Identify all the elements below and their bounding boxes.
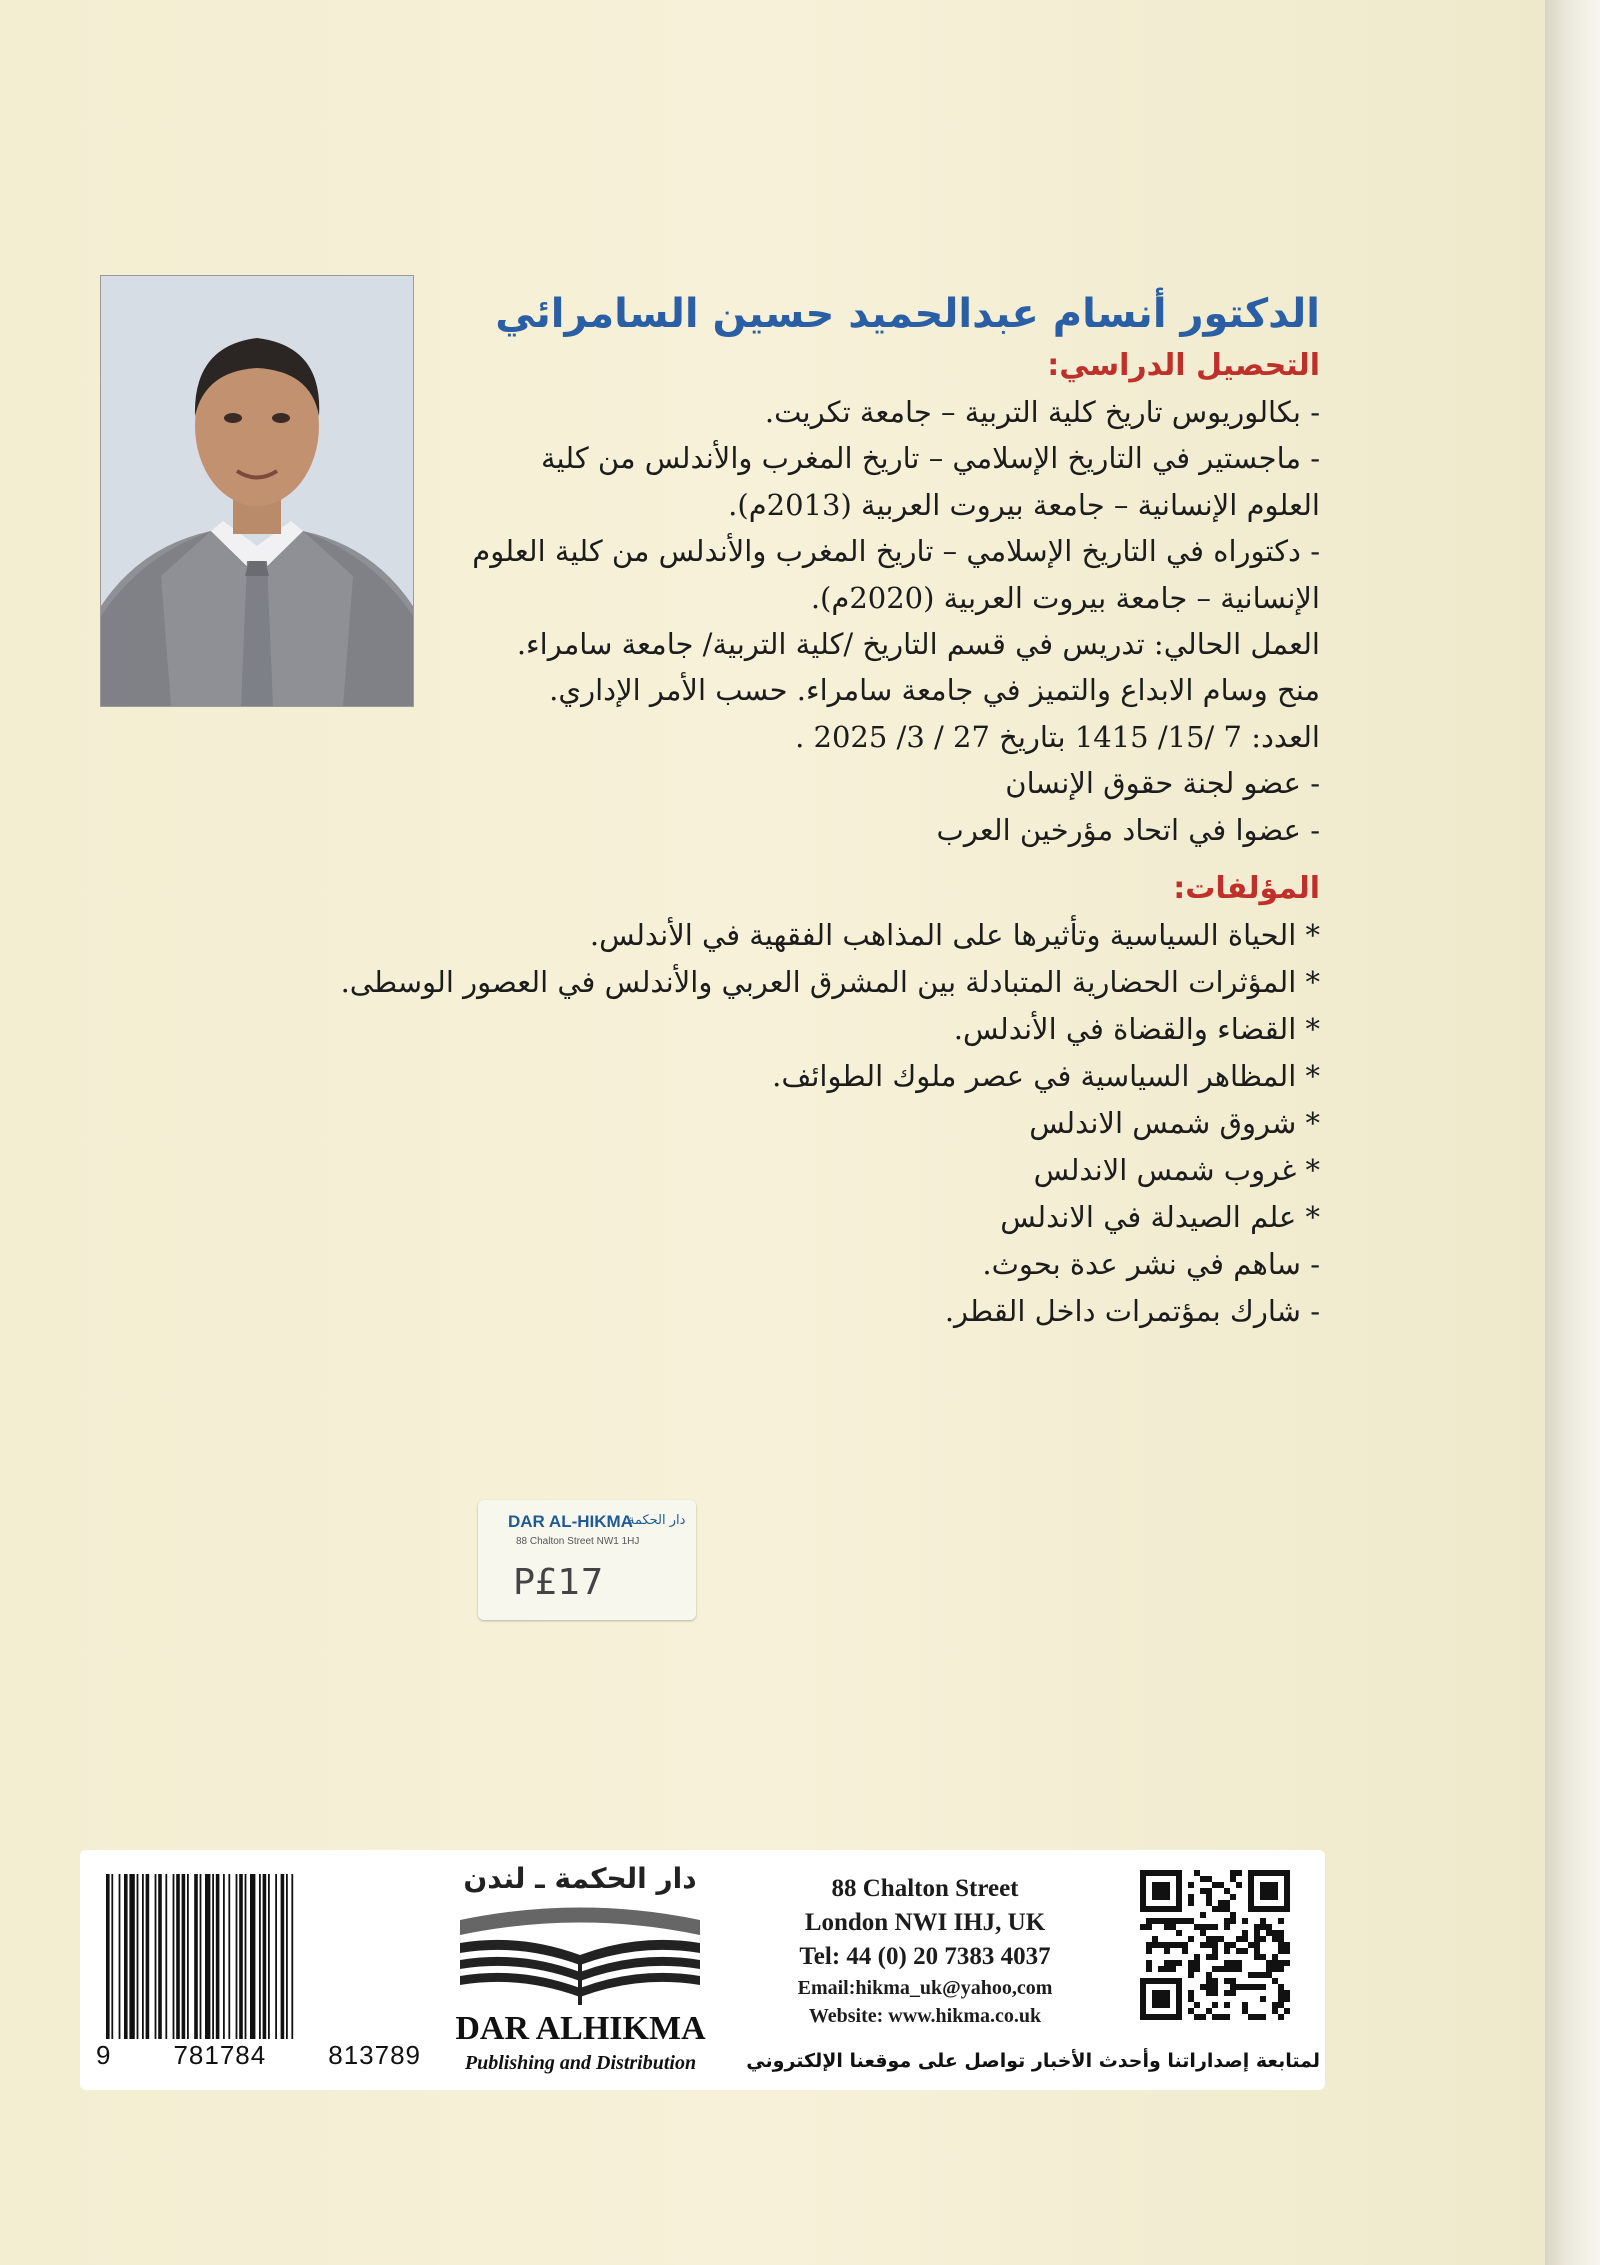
qr-module [1188, 1936, 1194, 1942]
qr-module [1146, 1918, 1152, 1924]
qr-module [1266, 1972, 1272, 1978]
membership-line: - عضو لجنة حقوق الإنسان [1005, 766, 1320, 801]
qr-module [1224, 1888, 1230, 1894]
qr-module [1206, 1924, 1212, 1930]
qr-module [1266, 1930, 1272, 1936]
isbn-group-1: 781784 [173, 2040, 267, 2070]
qr-module [1284, 1990, 1290, 1996]
qr-module [1152, 1918, 1158, 1924]
qr-module [1212, 1954, 1218, 1960]
qr-module [1224, 1900, 1230, 1906]
qr-module [1236, 1960, 1242, 1966]
qr-module [1212, 1906, 1218, 1912]
works-heading: المؤلفات: [1173, 870, 1320, 906]
qr-module [1242, 1984, 1248, 1990]
qr-module [1272, 1966, 1278, 1972]
qr-module [1212, 1984, 1218, 1990]
qr-module [1194, 2014, 1200, 2020]
barcode-bar [173, 1874, 175, 2039]
qr-module [1278, 1918, 1284, 1924]
qr-module [1272, 1978, 1278, 1984]
qr-module [1218, 1966, 1224, 1972]
qr-module [1158, 1918, 1164, 1924]
membership-line: - عضوا في اتحاد مؤرخين العرب [936, 812, 1320, 847]
barcode-bar [281, 1874, 285, 2039]
qr-module [1254, 2014, 1260, 2020]
barcode-bar [275, 1874, 277, 2039]
isbn-number [96, 2040, 421, 2071]
qr-module [1278, 1996, 1284, 2002]
qr-module [1200, 1876, 1206, 1882]
qr-module [1248, 1972, 1254, 1978]
qr-module [1230, 1918, 1236, 1924]
education-list [310, 389, 1320, 853]
qr-module [1236, 1870, 1242, 1876]
qr-module [1218, 1906, 1224, 1912]
current-job-line: العمل الحالي: تدريس في قسم التاريخ /كلية التربية/ جامعة سامراء. [516, 626, 1320, 661]
qr-module [1170, 1924, 1176, 1930]
qr-module [1212, 2002, 1218, 2008]
qr-module [1206, 1978, 1212, 1984]
qr-module [1176, 1960, 1182, 1966]
qr-module [1284, 1942, 1290, 1948]
qr-module [1278, 1990, 1284, 1996]
barcode-bar [216, 1874, 220, 2039]
qr-module [1170, 1942, 1176, 1948]
qr-module [1212, 1966, 1218, 1972]
qr-module [1212, 1882, 1218, 1888]
qr-module [1224, 1942, 1230, 1948]
qr-module [1224, 1990, 1230, 1996]
qr-module [1188, 1960, 1194, 1966]
qr-module [1278, 1960, 1284, 1966]
work-item: * المؤثرات الحضارية المتبادلة بين المشرق العربي والأندلس في العصور الوسطى. [340, 964, 1320, 999]
qr-module [1224, 2014, 1230, 2020]
qr-module [1194, 1954, 1200, 1960]
qr-module [1260, 1924, 1266, 1930]
qr-module [1230, 1960, 1236, 1966]
qr-module [1146, 1942, 1152, 1948]
qr-module [1218, 1936, 1224, 1942]
qr-module [1230, 1966, 1236, 1972]
qr-module [1164, 1942, 1170, 1948]
qr-module [1236, 1882, 1242, 1888]
qr-module [1200, 2014, 1206, 2020]
barcode-bar [146, 1874, 150, 2039]
qr-module [1260, 1996, 1266, 2002]
qr-module [1272, 1936, 1278, 1942]
qr-module [1272, 1960, 1278, 1966]
qr-module [1206, 1936, 1212, 1942]
qr-module [1146, 1948, 1152, 1954]
qr-module [1248, 2014, 1254, 2020]
award-number-line: العدد: 7 /15/ 1415 بتاريخ 27 / 3/ 2025 . [795, 719, 1320, 754]
qr-module [1152, 1942, 1158, 1948]
qr-module [1230, 1984, 1236, 1990]
qr-module [1224, 1906, 1230, 1912]
sticker-address: 88 Chalton Street NW1 1HJ [516, 1536, 640, 1547]
barcode-bar [187, 1874, 189, 2039]
follow-note: لمتابعة إصداراتنا وأحدث الأخبار تواصل على موقعنا الإلكتروني [746, 2050, 1320, 2072]
qr-module [1254, 1936, 1260, 1942]
qr-module [1188, 1972, 1194, 1978]
qr-module [1182, 1918, 1188, 1924]
qr-module [1206, 1984, 1212, 1990]
qr-module [1200, 1912, 1206, 1918]
qr-module [1224, 1978, 1230, 1984]
qr-module [1278, 1942, 1284, 1948]
qr-module [1224, 1918, 1230, 1924]
qr-module [1164, 1966, 1170, 1972]
barcode-bar [137, 1874, 139, 2039]
sticker-brand: DAR AL-HIKMA [508, 1512, 633, 1531]
isbn-group-2: 813789 [328, 2040, 421, 2070]
qr-module [1206, 1990, 1212, 1996]
barcode-bar [155, 1874, 157, 2039]
barcode-bar [239, 1874, 243, 2039]
qr-module [1212, 2014, 1218, 2020]
address-line-1: 88 Chalton Street [831, 1875, 1019, 1902]
qr-module [1218, 1882, 1224, 1888]
qr-module [1206, 1876, 1212, 1882]
qr-module [1170, 1918, 1176, 1924]
work-item: * القضاء والقضاة في الأندلس. [953, 1011, 1320, 1046]
qr-module [1194, 1960, 1200, 1966]
qr-module [1230, 1912, 1236, 1918]
work-item: * غروب شمس الاندلس [1033, 1152, 1320, 1187]
qr-module [1272, 1954, 1278, 1960]
barcode-bar [212, 1874, 214, 2039]
qr-module [1206, 2008, 1212, 2014]
qr-module [1152, 1990, 1170, 2008]
barcode-bar [158, 1874, 162, 2039]
email: Email:hikma_uk@yahoo,com [797, 1977, 1053, 1999]
qr-module [1260, 1984, 1266, 1990]
qr-module [1254, 1942, 1260, 1948]
qr-module [1224, 1966, 1230, 1972]
publisher-contact [740, 1872, 1110, 2030]
qr-module [1224, 1948, 1230, 1954]
qr-module [1260, 1954, 1266, 1960]
barcode-bar [111, 1874, 113, 2039]
qr-module [1176, 1942, 1182, 1948]
qr-module [1254, 1954, 1260, 1960]
qr-module [1164, 1918, 1170, 1924]
author-name: الدكتور أنسام عبدالحميد حسين السامرائي [495, 291, 1320, 337]
qr-module [1200, 1930, 1206, 1936]
qr-module [1278, 1930, 1284, 1936]
isbn-barcode [100, 1870, 415, 2045]
barcode-bar [124, 1874, 128, 2039]
qr-module [1206, 1894, 1212, 1900]
qr-module [1188, 1996, 1194, 2002]
qr-module [1254, 1948, 1260, 1954]
qr-module [1224, 2002, 1230, 2008]
qr-module [1248, 1984, 1254, 1990]
sticker-brand-ar: دار الحكمة [628, 1513, 686, 1528]
qr-module [1230, 1894, 1236, 1900]
barcode-bar [250, 1874, 255, 2039]
qr-module [1254, 1984, 1260, 1990]
barcode-bar [176, 1874, 180, 2039]
education-line: - ماجستير في التاريخ الإسلامي – تاريخ المغرب والأندلس من كلية [540, 441, 1320, 476]
isbn-prefix: 9 [96, 2040, 112, 2070]
barcode-bar [268, 1874, 270, 2039]
qr-module [1212, 1978, 1218, 1984]
qr-module [1188, 1918, 1194, 1924]
qr-module [1206, 1954, 1212, 1960]
education-line: - بكالوريوس تاريخ كلية التربية – جامعة تكريت. [764, 395, 1320, 429]
qr-module [1200, 1984, 1206, 1990]
website: Website: www.hikma.co.uk [808, 2005, 1042, 2027]
qr-module [1188, 2008, 1194, 2014]
qr-module [1188, 1966, 1194, 1972]
qr-module [1224, 1960, 1230, 1966]
qr-module [1182, 1948, 1188, 1954]
barcode-bar [194, 1874, 198, 2039]
qr-module [1230, 1990, 1236, 1996]
work-item: * الحياة السياسية وتأثيرها على المذاهب الفقهية في الأندلس. [589, 917, 1320, 952]
qr-module [1230, 1876, 1236, 1882]
qr-module [1284, 1948, 1290, 1954]
qr-module [1158, 1942, 1164, 1948]
qr-module [1176, 1918, 1182, 1924]
barcode-bar [182, 1874, 186, 2039]
qr-module [1242, 1918, 1248, 1924]
telephone: Tel: 44 (0) 20 7383 4037 [799, 1943, 1051, 1970]
work-item: - ساهم في نشر عدة بحوث. [982, 1246, 1320, 1281]
qr-module [1284, 1996, 1290, 2002]
qr-module [1164, 1948, 1170, 1954]
qr-module [1266, 1960, 1272, 1966]
barcode-bar [106, 1874, 110, 2039]
qr-module [1242, 2008, 1248, 2014]
barcode-bar [205, 1874, 210, 2039]
address-line-2: London NWI IHJ, UK [804, 1909, 1046, 1936]
qr-module [1206, 1972, 1212, 1978]
qr-module [1194, 1870, 1200, 1876]
qr-module [1284, 2008, 1290, 2014]
qr-module [1188, 1882, 1194, 1888]
qr-module [1272, 2002, 1278, 2008]
qr-module [1260, 2014, 1266, 2020]
qr-module [1212, 1924, 1218, 1930]
qr-module [1212, 1942, 1218, 1948]
qr-module [1272, 1930, 1278, 1936]
qr-module [1242, 1930, 1248, 1936]
qr-module [1152, 1936, 1158, 1942]
publisher-name-en: DAR ALHIKMA [455, 2010, 706, 2047]
qr-module [1152, 1882, 1170, 1900]
barcode-bar [286, 1874, 288, 2039]
qr-module [1236, 1984, 1242, 1990]
barcode-bar [259, 1874, 261, 2039]
publisher-name-ar: دار الحكمة ـ لندن [463, 1862, 697, 1895]
qr-module [1164, 1960, 1170, 1966]
qr-module [1170, 1966, 1176, 1972]
qr-module [1188, 1894, 1194, 1900]
qr-module [1194, 1924, 1200, 1930]
qr-module [1236, 1948, 1242, 1954]
qr-module [1278, 1966, 1284, 1972]
qr-module [1140, 1924, 1146, 1930]
barcode-bar [245, 1874, 247, 2039]
price-sticker [478, 1500, 696, 1620]
qr-module [1212, 1990, 1218, 1996]
barcode-bar [223, 1874, 225, 2039]
qr-module [1200, 1924, 1206, 1930]
open-book-logo [440, 1905, 720, 2010]
qr-module [1278, 1948, 1284, 1954]
qr-module [1254, 1930, 1260, 1936]
barcode-bar [142, 1874, 144, 2039]
qr-module [1260, 1918, 1266, 1924]
qr-module [1278, 2014, 1284, 2020]
qr-module [1230, 1978, 1236, 1984]
barcode-bar [263, 1874, 267, 2039]
barcode-bar [119, 1874, 121, 2039]
qr-module [1218, 1900, 1224, 1906]
qr-module [1182, 1942, 1188, 1948]
barcode-bar [228, 1874, 230, 2039]
barcode-bar [129, 1874, 134, 2039]
qr-module [1242, 2002, 1248, 2008]
barcode-bar [200, 1874, 202, 2039]
qr-module [1260, 1972, 1266, 1978]
qr-module [1206, 1942, 1212, 1948]
qr-module [1278, 1984, 1284, 1990]
qr-module [1218, 2014, 1224, 2020]
work-item: * المظاهر السياسية في عصر ملوك الطوائف. [772, 1058, 1320, 1093]
qr-module [1230, 1942, 1236, 1948]
qr-module [1242, 1936, 1248, 1942]
qr-module [1212, 1936, 1218, 1942]
qr-module [1224, 1924, 1230, 1930]
qr-module [1260, 1936, 1266, 1942]
qr-module [1230, 1870, 1236, 1876]
work-item: * شروق شمس الاندلس [1029, 1105, 1320, 1140]
qr-module [1242, 1948, 1248, 1954]
sticker-price: P£17 [513, 1562, 604, 1603]
qr-module [1266, 1924, 1272, 1930]
qr-module [1212, 1948, 1218, 1954]
qr-module [1272, 2008, 1278, 2014]
publisher-tagline: Publishing and Distribution [464, 2052, 697, 2074]
work-item: - شارك بمؤتمرات داخل القطر. [944, 1293, 1320, 1328]
barcode-bar [291, 1874, 293, 2039]
education-heading: التحصيل الدراسي: [1047, 348, 1320, 383]
author-bio [310, 290, 1320, 1335]
education-line: - دكتوراه في التاريخ الإسلامي – تاريخ المغرب والأندلس من كلية العلوم [472, 534, 1320, 569]
qr-module [1188, 1990, 1194, 1996]
education-line: العلوم الإنسانية – جامعة بيروت العربية (2013م). [728, 487, 1320, 522]
barcode-bar [165, 1874, 167, 2039]
barcode-bar [236, 1874, 238, 2039]
qr-module [1188, 1900, 1194, 1906]
page-edge [1545, 0, 1600, 2265]
qr-module [1284, 1960, 1290, 1966]
qr-module [1236, 1966, 1242, 1972]
qr-module [1170, 1960, 1176, 1966]
award-line: منح وسام الابداع والتميز في جامعة سامراء. حسب الأمر الإداري. [549, 673, 1320, 708]
qr-code-icon [1140, 1870, 1290, 2020]
qr-module [1260, 1882, 1278, 1900]
qr-module [1194, 2002, 1200, 2008]
qr-module [1146, 1966, 1152, 1972]
qr-module [1200, 1942, 1206, 1948]
qr-module [1236, 1936, 1242, 1942]
qr-module [1248, 1942, 1254, 1948]
qr-module [1278, 2002, 1284, 2008]
qr-module [1158, 1966, 1164, 1972]
qr-module [1206, 1888, 1212, 1894]
qr-module [1146, 1924, 1152, 1930]
work-item: * علم الصيدلة في الاندلس [1000, 1199, 1320, 1234]
qr-module [1200, 1888, 1206, 1894]
education-line: الإنسانية – جامعة بيروت العربية (2020م). [810, 580, 1320, 615]
qr-module [1278, 1936, 1284, 1942]
qr-module [1146, 1960, 1152, 1966]
works-list [310, 912, 1320, 1335]
qr-module [1266, 1966, 1272, 1972]
qr-module [1254, 1972, 1260, 1978]
qr-module [1176, 1930, 1182, 1936]
qr-module [1254, 1924, 1260, 1930]
qr-module [1206, 1900, 1212, 1906]
qr-module [1194, 1966, 1200, 1972]
qr-module [1164, 1924, 1170, 1930]
